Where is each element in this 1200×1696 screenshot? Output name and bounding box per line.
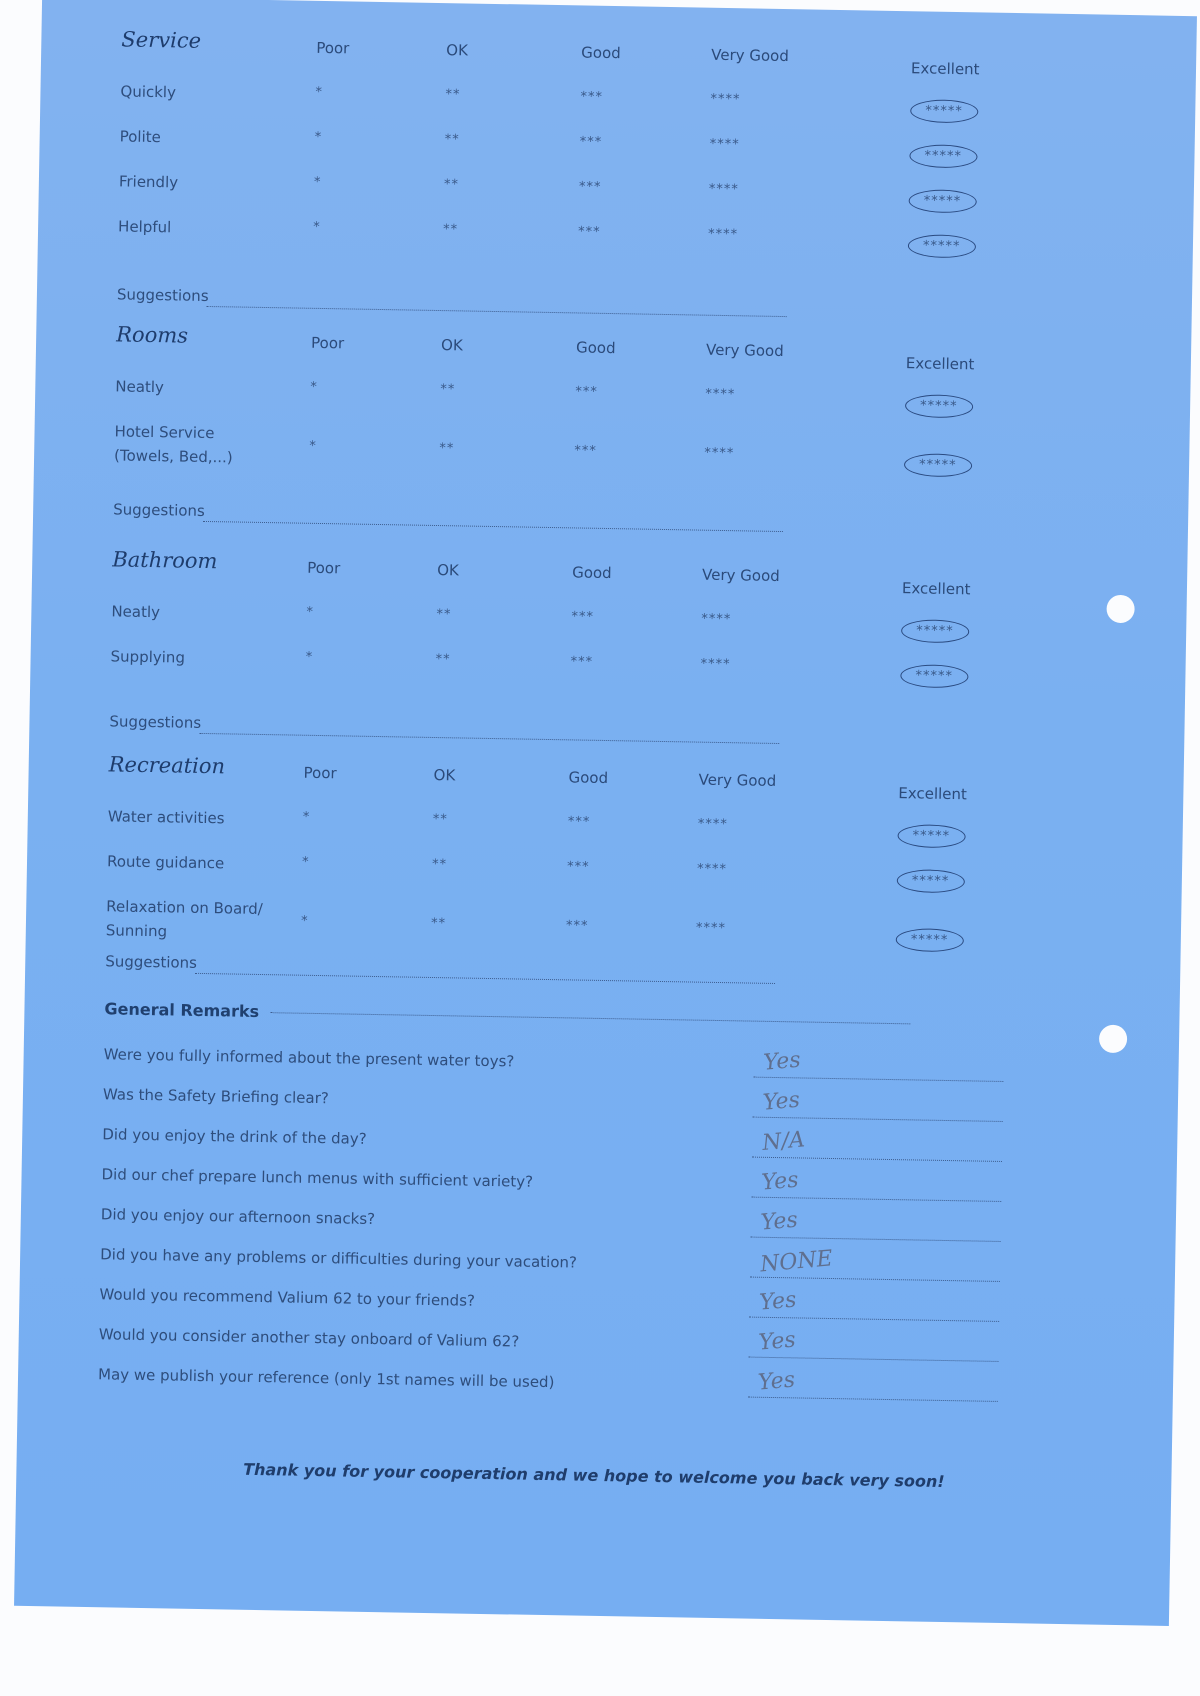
rating-option-2[interactable]: ** xyxy=(435,652,451,668)
rating-option-1[interactable]: * xyxy=(315,84,324,100)
suggestions-label: Suggestions xyxy=(109,712,202,732)
column-header: Good xyxy=(572,563,612,583)
rating-option-2[interactable]: ** xyxy=(443,177,460,193)
section-recreation xyxy=(95,752,1139,1000)
rating-option-4[interactable]: **** xyxy=(697,816,728,833)
answer-line xyxy=(749,1317,999,1322)
rating-option-2[interactable]: ** xyxy=(445,87,461,103)
rating-label: Neatly xyxy=(115,377,165,397)
column-header: Excellent xyxy=(901,579,971,599)
question-text: May we publish your reference (only 1st names will be used) xyxy=(97,1365,555,1392)
rating-option-4[interactable]: **** xyxy=(695,920,727,937)
column-header: Poor xyxy=(307,558,341,578)
rating-option-1[interactable]: * xyxy=(313,174,322,190)
rating-option-4[interactable]: **** xyxy=(708,181,739,198)
handwritten-answer[interactable]: Yes xyxy=(757,1367,797,1396)
answer-line xyxy=(750,1277,1000,1282)
rating-option-2[interactable]: ** xyxy=(442,222,459,238)
section-service xyxy=(108,27,1152,305)
rating-label: Quickly xyxy=(120,82,177,102)
rating-option-3[interactable]: *** xyxy=(570,654,594,670)
rating-option-2[interactable]: ** xyxy=(439,441,455,457)
rating-option-3[interactable]: *** xyxy=(579,134,603,150)
column-header: Good xyxy=(575,338,616,358)
rating-option-1[interactable]: * xyxy=(309,438,317,454)
rating-label: Relaxation on Board/ Sunning xyxy=(105,897,263,941)
rating-option-5[interactable]: ***** xyxy=(904,453,972,477)
answer-line xyxy=(748,1397,998,1402)
rating-option-2[interactable]: ** xyxy=(440,382,456,398)
rating-label: Route guidance xyxy=(106,852,225,873)
rating-label: Neatly xyxy=(111,602,161,622)
rating-option-2[interactable]: ** xyxy=(432,811,448,828)
rating-label: Hotel Service (Towels, Bed,...) xyxy=(113,422,233,467)
column-header: Very Good xyxy=(705,340,784,361)
rating-option-4[interactable]: **** xyxy=(710,91,741,108)
rating-label: Friendly xyxy=(118,172,179,192)
question-text: Was the Safety Briefing clear? xyxy=(102,1085,329,1108)
rating-option-1[interactable]: * xyxy=(300,913,309,929)
column-header: Very Good xyxy=(701,565,780,586)
column-header: Very Good xyxy=(711,45,790,66)
suggestions-field[interactable] xyxy=(199,732,779,744)
rating-option-2[interactable]: ** xyxy=(431,856,448,873)
suggestions-field[interactable] xyxy=(195,972,775,984)
rating-option-4[interactable]: **** xyxy=(704,445,735,462)
rating-option-1[interactable]: * xyxy=(301,854,310,870)
rating-option-1[interactable]: * xyxy=(305,649,314,665)
rating-option-4[interactable]: **** xyxy=(707,226,739,243)
suggestions-label: Suggestions xyxy=(116,285,209,305)
rating-option-5[interactable]: ***** xyxy=(897,824,965,848)
rating-label: Supplying xyxy=(110,647,186,667)
handwritten-answer[interactable]: N/A xyxy=(761,1127,806,1156)
column-header: Poor xyxy=(316,38,350,58)
column-header: OK xyxy=(446,41,469,60)
question-text: Did you enjoy the drink of the day? xyxy=(102,1125,367,1148)
rating-option-5[interactable]: ***** xyxy=(897,869,965,893)
rating-option-3[interactable]: *** xyxy=(577,224,601,240)
column-header: Excellent xyxy=(910,59,980,79)
rating-option-5[interactable]: ***** xyxy=(905,394,973,418)
column-header: Good xyxy=(568,768,609,788)
rating-option-4[interactable]: **** xyxy=(696,861,728,878)
rating-option-1[interactable]: * xyxy=(314,129,323,145)
rating-option-5[interactable]: ***** xyxy=(910,99,978,123)
answer-line xyxy=(752,1157,1002,1162)
handwritten-answer[interactable]: Yes xyxy=(760,1167,800,1196)
question-text: Did you have any problems or difficulties during your vacation? xyxy=(100,1245,578,1272)
question-text: Did you enjoy our afternoon snacks? xyxy=(100,1205,376,1229)
rating-option-3[interactable]: *** xyxy=(566,859,590,875)
rating-option-5[interactable]: ***** xyxy=(900,664,968,688)
rating-option-3[interactable]: *** xyxy=(575,384,598,400)
rating-option-5[interactable]: ***** xyxy=(901,619,969,643)
suggestions-label: Suggestions xyxy=(105,952,198,972)
rating-option-3[interactable]: *** xyxy=(565,918,589,934)
column-header: Poor xyxy=(310,333,345,353)
closing-message: Thank you for your cooperation and we hope to welcome you back very soon! xyxy=(242,1459,945,1492)
rating-option-3[interactable]: *** xyxy=(578,179,602,195)
question-text: Did our chef prepare lunch menus with sufficient variety? xyxy=(101,1165,534,1191)
answer-line xyxy=(753,1077,1003,1082)
rating-option-4[interactable]: **** xyxy=(701,611,732,628)
handwritten-answer[interactable]: Yes xyxy=(759,1207,799,1236)
rating-option-5[interactable]: ***** xyxy=(909,144,977,168)
column-header: Excellent xyxy=(898,784,968,804)
handwritten-answer[interactable]: Yes xyxy=(762,1047,802,1076)
rating-option-1[interactable]: * xyxy=(313,219,321,235)
handwritten-answer[interactable]: Yes xyxy=(757,1327,797,1356)
general-remarks-label: General Remarks xyxy=(104,999,910,1032)
punch-hole xyxy=(1099,1025,1127,1053)
rating-option-3[interactable]: *** xyxy=(567,814,591,830)
rating-option-4[interactable]: **** xyxy=(709,136,740,153)
column-header: OK xyxy=(437,561,459,580)
rating-option-1[interactable]: * xyxy=(302,809,311,825)
rating-option-2[interactable]: ** xyxy=(436,607,452,623)
section-title: Rooms xyxy=(116,322,189,348)
suggestions-field[interactable] xyxy=(207,305,787,317)
handwritten-answer[interactable]: Yes xyxy=(758,1287,798,1316)
rating-option-5[interactable]: ***** xyxy=(896,928,964,952)
handwritten-answer[interactable]: Yes xyxy=(761,1087,801,1116)
rating-option-2[interactable]: ** xyxy=(444,132,460,148)
rating-sections xyxy=(42,0,1197,972)
rating-option-1[interactable]: * xyxy=(306,604,315,620)
rating-option-3[interactable]: *** xyxy=(574,443,597,459)
column-header: Good xyxy=(581,43,621,63)
suggestions-label: Suggestions xyxy=(113,500,206,520)
answer-line xyxy=(751,1197,1001,1202)
rating-option-4[interactable]: **** xyxy=(700,656,731,673)
answer-line xyxy=(753,1117,1003,1122)
rating-option-2[interactable]: ** xyxy=(430,915,447,932)
answer-line xyxy=(748,1357,998,1362)
section-title: Service xyxy=(121,27,202,53)
suggestions-field[interactable] xyxy=(203,520,783,532)
rating-label: Helpful xyxy=(117,217,172,237)
rating-option-3[interactable]: *** xyxy=(571,609,595,625)
rating-option-1[interactable]: * xyxy=(310,379,318,395)
section-title: Recreation xyxy=(108,752,226,779)
feedback-form-sheet xyxy=(14,0,1197,1626)
column-header: Poor xyxy=(303,763,337,783)
section-rooms xyxy=(102,322,1146,570)
question-text: Would you recommend Valium 62 to your friends? xyxy=(99,1285,476,1310)
column-header: OK xyxy=(433,765,456,785)
rating-label: Polite xyxy=(119,127,161,147)
rating-label: Water activities xyxy=(107,807,225,828)
section-title: Bathroom xyxy=(112,547,218,574)
rating-option-4[interactable]: **** xyxy=(705,386,736,403)
rating-option-5[interactable]: ***** xyxy=(908,189,976,213)
handwritten-answer[interactable]: NONE xyxy=(759,1246,834,1278)
question-text: Would you consider another stay onboard of Valium 62? xyxy=(98,1325,520,1351)
column-header: Very Good xyxy=(698,770,777,790)
rating-option-3[interactable]: *** xyxy=(580,89,604,105)
column-header: Excellent xyxy=(905,354,975,374)
rating-option-5[interactable]: ***** xyxy=(908,234,976,258)
column-header: OK xyxy=(440,336,463,355)
answer-line xyxy=(751,1237,1001,1242)
question-text: Were you fully informed about the present water toys? xyxy=(103,1045,515,1071)
